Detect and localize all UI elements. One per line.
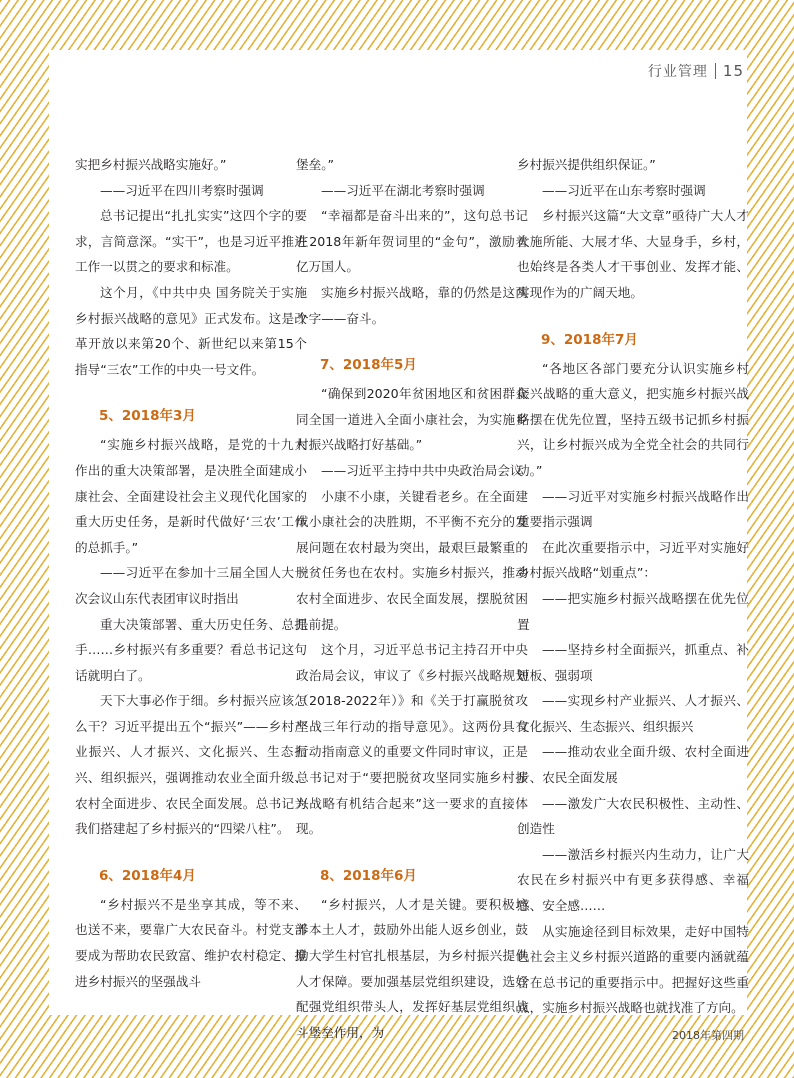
quote-paragraph: “实施乡村振兴战略，是党的十九大作出的重大决策部署，是决胜全面建成小康社会、全面建设社会主义现代化国家的重大历史任务，是新时代做好‘三农’工作的总抓手。” [75,437,307,555]
body-paragraph: 这个月，《中共中央 国务院关于实施乡村振兴战略的意见》正式发布。这是改革开放以来第20个、新世纪以来第15个指导“三农”工作的中央一号文件。 [75,284,307,377]
article-column-1 [75,152,307,994]
article-column-3 [517,152,749,1021]
body-paragraph: 小康不小康，关键看老乡。在全面建成小康社会的决胜期，不平衡不充分的发展问题在农村最为突出，最艰巨最繁重的脱贫任务也在农村。实施乡村振兴，推动农村全面进步、农民全面发展，摆脱贫困是前提。 [296,488,528,632]
section-heading: 5、2018年3月 [99,408,196,425]
attribution-line: ——习近平对实施乡村振兴战略作出重要指示强调 [517,488,749,530]
attribution-line: ——习近平在山东考察时强调 [542,182,706,198]
section-heading: 9、2018年7月 [541,331,638,348]
body-paragraph: 乡村振兴提供组织保证。” [517,157,656,172]
body-paragraph: 实施乡村振兴战略，靠的仍然是这两个字——奋斗。 [296,284,528,326]
quote-paragraph: “确保到2020年贫困地区和贫困群众同全国一道进入全面小康社会，为实施乡村振兴战略打好基础。” [296,386,528,453]
body-paragraph: 实把乡村振兴战略实施好。” [75,157,227,172]
section-title: 行业管理 [647,64,708,80]
body-paragraph: 在此次重要指示中，习近平对实施好乡村振兴战略“划重点”： [517,539,749,581]
quote-paragraph: “各地区各部门要充分认识实施乡村振兴战略的重大意义，把实施乡村振兴战略摆在优先位置，坚持五级书记抓乡村振兴，让乡村振兴成为全党全社会的共同行动。” [517,360,749,478]
issue-footer: 2018年第四期 [672,1029,744,1042]
page-number: 15 [722,62,744,80]
attribution-line: ——激发广大农民积极性、主动性、创造性 [517,795,749,837]
section-heading: 6、2018年4月 [99,867,196,884]
section-heading: 7、2018年5月 [320,357,417,374]
page-header [648,61,744,81]
attribution-line: ——实现乡村产业振兴、人才振兴、文化振兴、生态振兴、组织振兴 [517,693,749,734]
attribution-line: ——习近平在湖北考察时强调 [321,182,485,198]
body-paragraph: 总书记提出“扎扎实实”这四个字的要求，言简意深。“实干”，也是习近平推进工作一以贯之的要求和标准。 [75,208,307,275]
body-paragraph: 天下大事必作于细。乡村振兴应该怎么干？习近平提出五个“振兴”——乡村产业振兴、人才振兴、文化振兴、生态振兴、组织振兴，强调推动农业全面升级、农村全面进步、农民全面发展。总书记为我们搭建起了乡村振兴的“四梁八柱”。 [75,693,307,837]
quote-paragraph: “乡村振兴不是坐享其成，等不来、也送不来，要靠广大农民奋斗。村党支部要成为帮助农民致富、维护农村稳定、推进乡村振兴的坚强战斗 [75,896,307,989]
attribution-line: ——激活乡村振兴内生动力，让广大农民在乡村振兴中有更多获得感、幸福感、安全感…… [517,846,749,914]
body-paragraph: 重大决策部署、重大历史任务、总抓手……乡村振兴有多重要？看总书记这句话就明白了。 [75,616,307,683]
body-paragraph: 堡垒。” [296,157,335,172]
attribution-line: ——习近平在四川考察时强调 [100,182,264,198]
header-divider [715,63,716,79]
attribution-line: ——坚持乡村全面振兴，抓重点、补短板、强弱项 [517,642,749,683]
body-paragraph: 从实施途径到目标效果，走好中国特色社会主义乡村振兴道路的重要内涵就蕴含在总书记的重要指示中。把握好这些重点，实施乡村振兴战略也就找准了方向。 [517,923,749,1016]
section-heading: 8、2018年6月 [320,867,417,884]
attribution-line: ——习近平在参加十三届全国人大一次会议山东代表团审议时指出 [75,565,307,606]
attribution-line: ——习近平主持中共中央政治局会议 [321,462,523,478]
attribution-line: ——推动农业全面升级、农村全面进步、农民全面发展 [517,744,749,786]
quote-paragraph: “乡村振兴，人才是关键。要积极培养本土人才，鼓励外出能人返乡创业，鼓励大学生村官扎根基层，为乡村振兴提供人才保障。要加强基层党组织建设，选好配强党组织带头人，发挥好基层党组织战斗堡垒作用，为 [296,896,528,1040]
body-paragraph: “幸福都是奋斗出来的”，这句总书记在2018年新年贺词里的“金句”，激励着亿万国人。 [296,208,528,275]
article-column-2 [296,152,528,1045]
body-paragraph: 乡村振兴这篇“大文章”亟待广大人才大施所能、大展才华、大显身手，乡村，也始终是各类人才干事创业、发挥才能、实现作为的广阔天地。 [517,208,749,300]
attribution-line: ——把实施乡村振兴战略摆在优先位置 [517,590,749,632]
body-paragraph: 这个月，习近平总书记主持召开中央政治局会议，审议了《乡村振兴战略规划（2018-2022年）》和《关于打赢脱贫攻坚战三年行动的指导意见》。这两份具有行动指南意义的重要文件同时审议，正是总书记对于“要把脱贫攻坚同实施乡村振兴战略有机结合起来”这一要求的直接体现。 [296,642,528,837]
